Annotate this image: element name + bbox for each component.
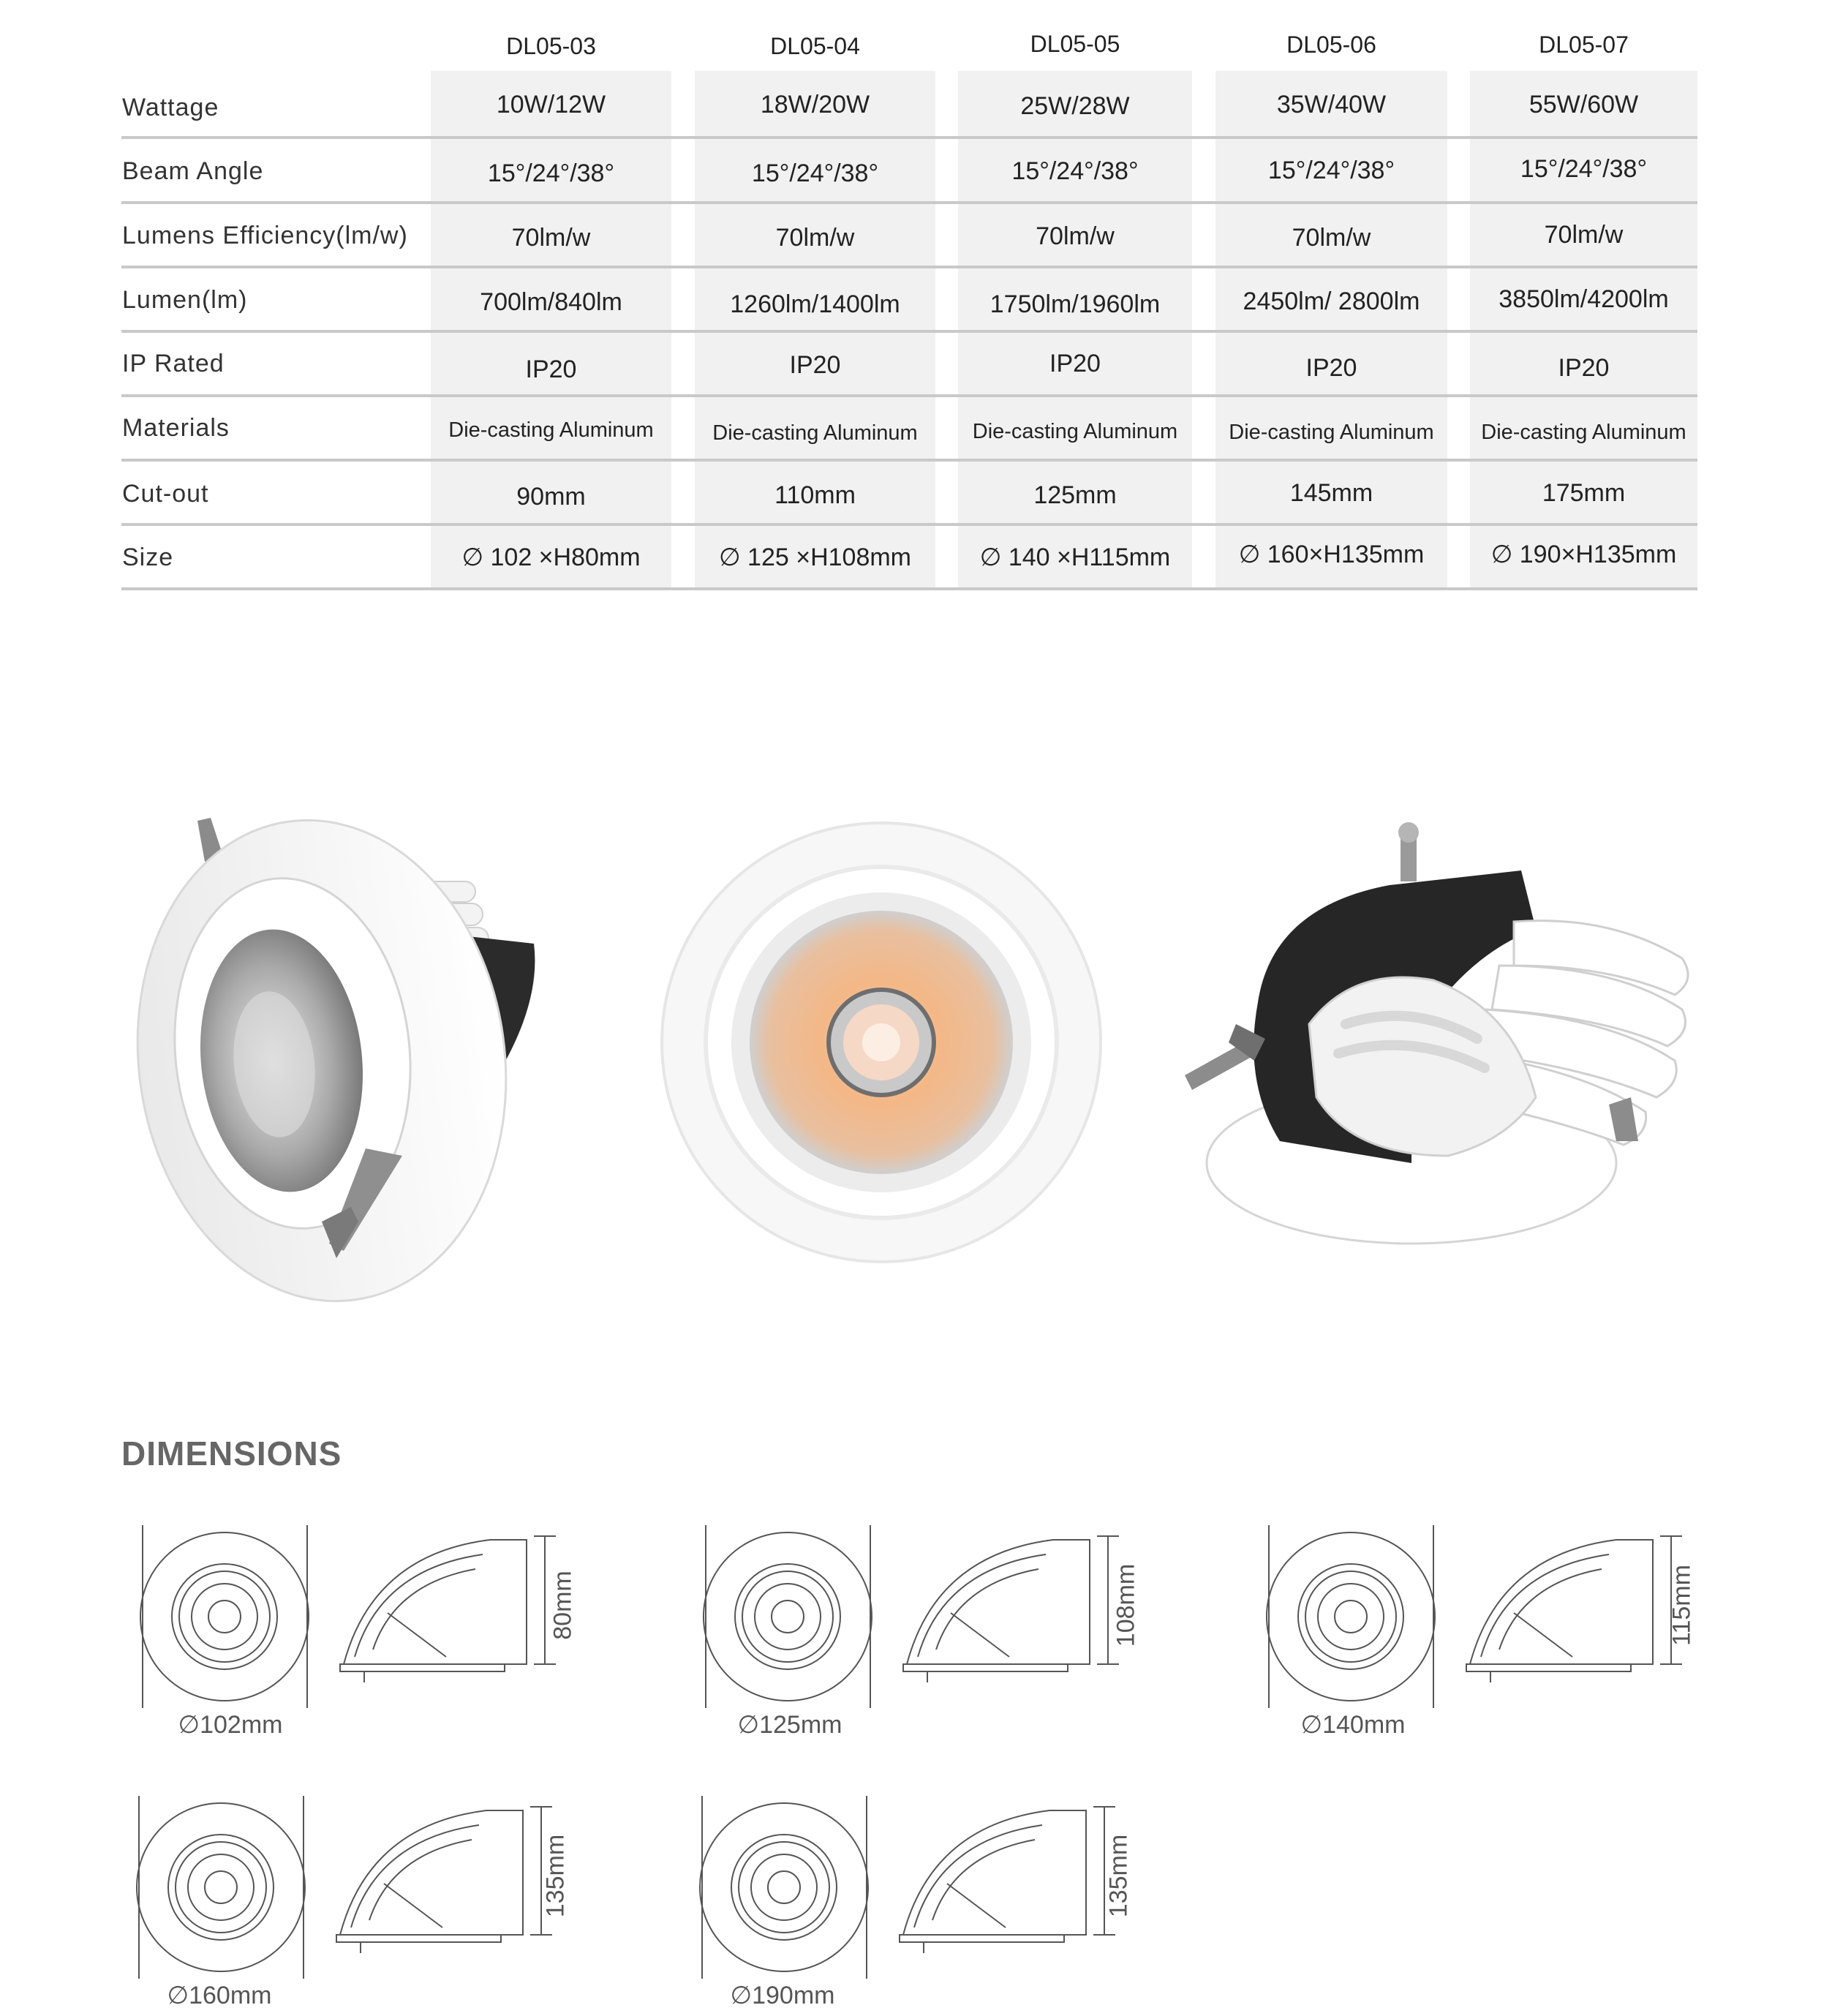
model-header: DL05-07 — [1539, 31, 1629, 58]
height-label: 115mm — [1667, 1565, 1696, 1646]
table-cell: 15°/24°/38° — [1011, 157, 1139, 185]
height-label: 108mm — [1112, 1563, 1140, 1647]
table-cell: 145mm — [1289, 479, 1373, 507]
table-cell: IP20 — [1049, 350, 1101, 377]
table-cell: Die-casting Aluminum — [972, 420, 1178, 443]
row-divider — [121, 266, 1697, 268]
table-cell: Die-casting Aluminum — [1229, 421, 1434, 444]
row-label-materials: Materials — [122, 414, 230, 442]
table-cell: 3850lm/4200lm — [1499, 285, 1669, 313]
diameter-label: ∅140mm — [1300, 1711, 1406, 1739]
table-cell: Die-casting Aluminum — [448, 418, 654, 442]
table-cell: Die-casting Aluminum — [712, 421, 918, 445]
table-cell: Die-casting Aluminum — [1481, 421, 1686, 444]
product-photo-front — [658, 819, 1104, 1265]
row-label-ip-rated: IP Rated — [122, 350, 225, 377]
row-label-wattage: Wattage — [122, 94, 219, 121]
dimension-drawing-2 — [695, 1525, 1148, 1715]
table-cell: 2450lm/ 2800lm — [1243, 287, 1420, 315]
table-cell: 110mm — [774, 481, 856, 509]
table-cell: IP20 — [525, 356, 577, 383]
dimension-drawing-3 — [1258, 1525, 1711, 1715]
model-header: DL05-03 — [506, 33, 596, 59]
row-label-beam-angle: Beam Angle — [122, 157, 264, 185]
table-cell: 1260lm/1400lm — [730, 290, 900, 318]
model-header: DL05-06 — [1286, 31, 1376, 58]
table-cell: 25W/28W — [1020, 92, 1130, 120]
model-header: DL05-05 — [1030, 31, 1120, 57]
table-cell: 70lm/w — [1036, 222, 1115, 250]
table-cell: 700lm/840lm — [480, 288, 622, 316]
model-header: DL05-04 — [770, 33, 860, 59]
row-divider — [121, 523, 1697, 526]
table-cell: 35W/40W — [1276, 91, 1387, 119]
diameter-label: ∅160mm — [167, 1982, 272, 2009]
table-cell: 70lm/w — [1544, 221, 1624, 249]
table-cell: 70lm/w — [1292, 224, 1371, 252]
table-cell: ∅ 125 ×H108mm — [718, 544, 912, 571]
table-cell: 55W/60W — [1528, 91, 1639, 119]
table-cell: 70lm/w — [511, 224, 591, 252]
table-cell: 15°/24°/38° — [1520, 155, 1648, 183]
row-label-size: Size — [122, 544, 174, 571]
table-cell: 90mm — [516, 483, 586, 511]
dimension-drawing-5 — [691, 1796, 1145, 1986]
row-label-cut-out: Cut-out — [122, 480, 209, 508]
product-photo-angled — [124, 812, 549, 1287]
table-cell: 70lm/w — [775, 224, 855, 252]
table-cell: 18W/20W — [760, 91, 870, 119]
diameter-label: ∅190mm — [730, 1982, 835, 2009]
product-photo-rear — [1170, 819, 1726, 1258]
dimension-drawing-4 — [128, 1796, 581, 1986]
diameter-label: ∅125mm — [737, 1711, 843, 1739]
row-label-lumens-efficiency: Lumens Efficiency(lm/w) — [122, 222, 408, 249]
table-cell: ∅ 190×H135mm — [1490, 541, 1677, 568]
table-cell: ∅ 160×H135mm — [1238, 541, 1425, 568]
diameter-label: ∅102mm — [178, 1711, 283, 1739]
table-cell: IP20 — [1305, 354, 1357, 382]
table-cell: 15°/24°/38° — [1267, 157, 1395, 184]
height-label: 135mm — [1104, 1834, 1133, 1918]
row-label-lumen: Lumen(lm) — [122, 286, 248, 314]
table-cell: IP20 — [1558, 354, 1610, 382]
height-label: 135mm — [541, 1834, 570, 1918]
row-divider — [121, 394, 1697, 397]
row-divider — [121, 201, 1697, 204]
table-cell: 175mm — [1542, 479, 1626, 507]
dimensions-title: DIMENSIONS — [121, 1434, 342, 1472]
dimension-drawing-1 — [132, 1525, 585, 1715]
table-cell: IP20 — [789, 351, 841, 379]
row-divider — [121, 587, 1697, 590]
table-cell: ∅ 102 ×H80mm — [461, 544, 641, 571]
row-divider — [121, 459, 1697, 462]
table-cell: ∅ 140 ×H115mm — [979, 544, 1171, 571]
row-divider — [121, 136, 1697, 139]
table-cell: 125mm — [1033, 481, 1117, 509]
table-cell: 10W/12W — [496, 91, 606, 119]
row-divider — [121, 330, 1697, 333]
table-cell: 1750lm/1960lm — [989, 290, 1161, 318]
table-cell: 15°/24°/38° — [487, 159, 615, 187]
table-cell: 15°/24°/38° — [751, 159, 879, 187]
height-label: 80mm — [549, 1571, 577, 1640]
